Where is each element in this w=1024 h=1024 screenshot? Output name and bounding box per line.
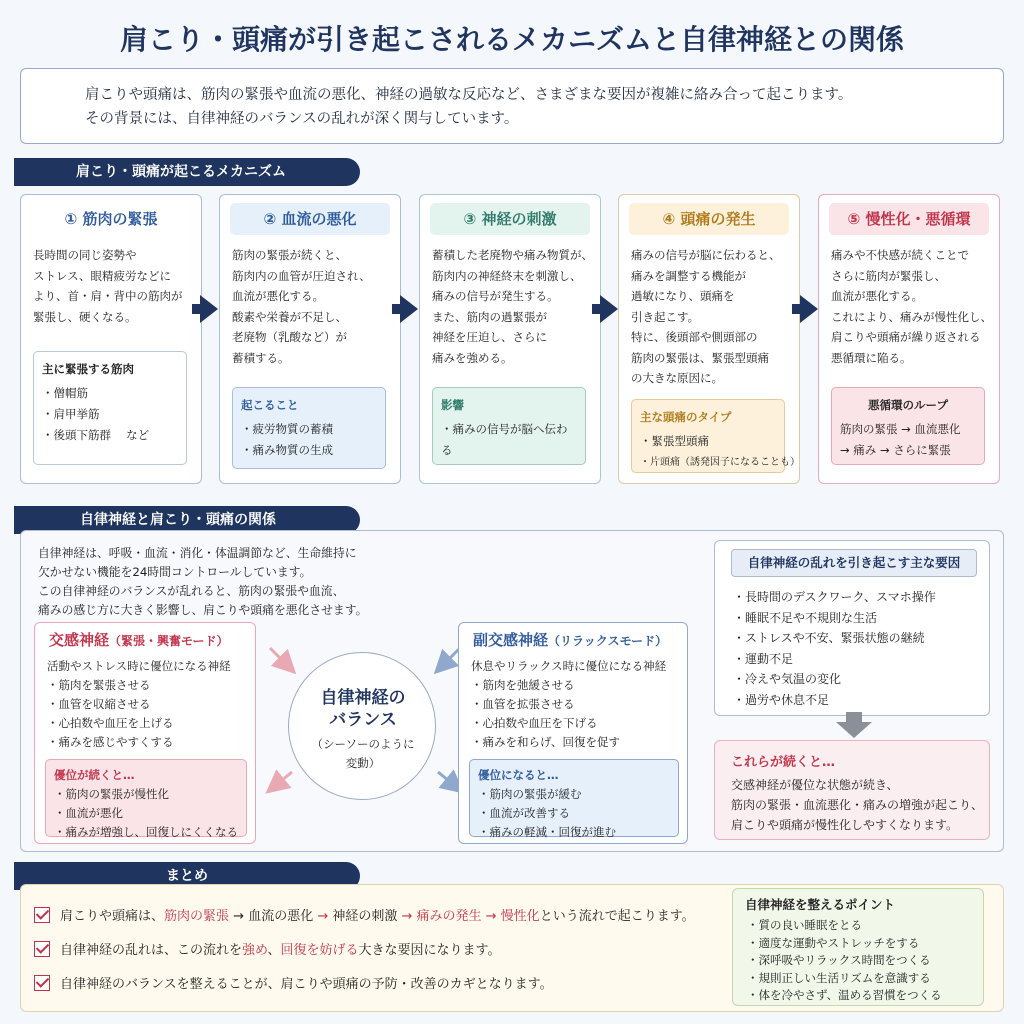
card-info-title: 悪循環のループ bbox=[868, 398, 948, 412]
arrow-right-icon bbox=[400, 295, 418, 323]
card-body-line: 血流が悪化する。 bbox=[232, 289, 324, 303]
card-info-item: ・痛みの信号が脳へ伝わる bbox=[441, 422, 568, 457]
tips-list bbox=[747, 917, 942, 1005]
parasympathetic-body: 休息やリラックス時に優位になる神経 ・筋肉を弛緩させる ・血管を拡張させる ・心拍数や血圧を下げる ・痛みを和らげ、回復を促す bbox=[471, 659, 667, 749]
intro-line: 肩こりや頭痛は、筋肉の緊張や血流の悪化、神経の過敏な反応など、さまざまな要因が複雑に絡み合って起こります。 bbox=[85, 87, 853, 103]
card-info-box bbox=[33, 351, 187, 465]
card-title: ② 血流の悪化 bbox=[230, 203, 390, 235]
card-body-line: 神経を圧迫し、さらに bbox=[432, 330, 547, 344]
causes-title: 自律神経の乱れを引き起こす主な要因 bbox=[731, 549, 977, 577]
card-body-line: 蓄積した老廃物や痛み物質が、 bbox=[432, 248, 593, 262]
down-arrow-icon bbox=[836, 712, 872, 738]
section-header-relation: 自律神経と肩こり・頭痛の関係 bbox=[14, 506, 360, 534]
relation-line: 自律神経は、呼吸・血流・消化・体温調節など、生命維持に bbox=[38, 546, 357, 560]
card-info-item: → 痛み → さらに緊張 bbox=[840, 443, 951, 457]
result-body: 交感神経が優位な状態が続き、 筋肉の緊張・血流悪化・痛みの増強が起こり、 肩こりや頭痛が慢性化しやすくなります。 bbox=[731, 778, 984, 832]
intro-line: その背景には、自律神経のバランスの乱れが深く関与しています。 bbox=[85, 111, 519, 127]
sympathetic-body: 活動やストレス時に優位になる神経 ・筋肉を緊張させる ・血管を収縮させる ・心拍数や血圧を上げる ・痛みを感じやすくする bbox=[47, 659, 231, 749]
result-box bbox=[714, 740, 990, 840]
card-body bbox=[232, 245, 394, 368]
section-header-summary: まとめ bbox=[14, 862, 360, 890]
card-title: ⑤ 慢性化・悪循環 bbox=[829, 203, 989, 235]
relation-line: 痛みの感じ方に大きく影響し、肩こりや頭痛を悪化させます。 bbox=[38, 603, 368, 617]
card-body-line: さらに筋肉が緊張し、 bbox=[831, 268, 946, 283]
card-title: ① 筋肉の緊張 bbox=[31, 203, 191, 235]
mechanism-card bbox=[419, 194, 601, 484]
card-body-line: より、首・肩・背中の筋肉が bbox=[33, 289, 183, 303]
intro-box bbox=[20, 68, 1004, 144]
parasympathetic-card bbox=[458, 622, 688, 844]
card-info-box bbox=[631, 399, 800, 473]
card-body bbox=[33, 245, 195, 327]
summary-row: 自律神経の乱れは、この流れを強め、回復を妨げる大きな要因になります。 bbox=[34, 940, 501, 962]
list-item: ・体を冷やさず、温める習慣をつくる bbox=[747, 988, 942, 1002]
card-info-title: 影響 bbox=[441, 398, 464, 412]
sympathetic-title: 交感神経（緊張・興奮モード） bbox=[49, 631, 229, 649]
card-info-item: ・片頭痛（誘発因子になることも） bbox=[640, 457, 800, 468]
card-title: ③ 神経の刺激 bbox=[430, 203, 590, 235]
card-info-item: ・後頭下筋群 など bbox=[42, 428, 150, 442]
card-info-title: 主に緊張する筋肉 bbox=[42, 362, 134, 376]
card-title: ④ 頭痛の発生 bbox=[629, 203, 789, 235]
card-body-line: 筋肉の緊張が続くと、 bbox=[232, 248, 347, 262]
card-body-line: 老廃物（乳酸など）が bbox=[232, 330, 347, 344]
summary-row: 肩こりや頭痛は、筋肉の緊張 → 血流の悪化 → 神経の刺激 → 痛みの発生 → 慢性化という流れで起こります。 bbox=[34, 906, 695, 928]
card-info-box bbox=[232, 387, 386, 469]
mechanism-card bbox=[618, 194, 800, 484]
balance-sub: 変動） bbox=[345, 756, 381, 770]
card-info-title: 主な頭痛のタイプ bbox=[640, 410, 732, 424]
balance-title: 自律神経の bbox=[320, 688, 406, 708]
causes-list bbox=[733, 587, 936, 710]
list-item: ・深呼吸やリラックス時間をつくる bbox=[747, 953, 931, 967]
card-body-line: 蓄積する。 bbox=[232, 350, 290, 365]
card-body bbox=[831, 245, 993, 368]
arrow-icon bbox=[438, 772, 460, 790]
card-body-line: 痛みや不快感が続くことで bbox=[831, 248, 969, 262]
list-item: ・ストレスや不安、緊張状態の継続 bbox=[733, 631, 925, 645]
card-info-box bbox=[432, 387, 586, 465]
card-body-line: これにより、痛みが慢性化し、 bbox=[831, 309, 992, 324]
card-info-item: ・痛み物質の生成 bbox=[241, 443, 333, 457]
list-item: ・規則正しい生活リズムを意識する bbox=[747, 970, 931, 985]
card-body-line: の大きな原因に。 bbox=[631, 371, 723, 385]
card-body-line: 長時間の同じ姿勢や bbox=[33, 248, 137, 262]
card-body bbox=[631, 245, 793, 389]
relation-text bbox=[38, 544, 398, 620]
card-body-line: 痛みの信号が発生する。 bbox=[432, 289, 559, 303]
card-body-line: 筋肉の緊張は、緊張型頭痛 bbox=[631, 350, 769, 365]
arrow-right-icon bbox=[800, 295, 818, 323]
arrow-icon bbox=[270, 648, 292, 670]
card-body-line: 痛みを強める。 bbox=[432, 350, 513, 365]
card-body-line: 痛みの信号が脳に伝わると、 bbox=[631, 248, 781, 262]
checkbox-icon bbox=[34, 941, 50, 957]
summary-row: 自律神経のバランスを整えることが、肩こりや頭痛の予防・改善のカギとなります。 bbox=[34, 974, 553, 996]
list-item: ・冷えや気温の変化 bbox=[733, 672, 842, 686]
balance-sub: （シーソーのように bbox=[311, 737, 415, 751]
list-item: ・過労や休息不足 bbox=[733, 692, 830, 707]
card-info-item: ・疲労物質の蓄積 bbox=[241, 422, 333, 436]
card-body-line: 筋肉内の神経終末を刺激し、 bbox=[432, 268, 582, 283]
result-title: これらが続くと… bbox=[731, 755, 836, 770]
list-item: ・質の良い睡眠をとる bbox=[747, 918, 862, 932]
sympathetic-card bbox=[34, 622, 256, 844]
checkbox-icon bbox=[34, 975, 50, 991]
relation-line: この自律神経のバランスが乱れると、筋肉の緊張や血流、 bbox=[38, 584, 345, 598]
card-body-line: 過敏になり、頭痛を bbox=[631, 289, 735, 303]
card-body-line: また、筋肉の過緊張が bbox=[432, 309, 547, 324]
list-item: ・運動不足 bbox=[733, 651, 794, 666]
balance-title: バランス bbox=[329, 710, 397, 730]
arrow-right-icon bbox=[200, 295, 218, 323]
mechanism-card bbox=[219, 194, 401, 484]
tips-box bbox=[732, 888, 984, 1006]
card-body bbox=[432, 245, 594, 368]
card-info-item: ・肩甲挙筋 bbox=[42, 407, 100, 421]
arrow-icon bbox=[270, 772, 292, 790]
arrow-right-icon bbox=[600, 295, 618, 323]
card-body-line: 痛みを調整する機能が bbox=[631, 268, 746, 283]
card-info-item: ・僧帽筋 bbox=[42, 386, 88, 400]
relation-line: 欠かせない機能を24時間コントロールしています。 bbox=[38, 565, 312, 579]
card-body-line: 血流が悪化する。 bbox=[831, 289, 923, 303]
mechanism-card bbox=[20, 194, 202, 484]
card-body-line: 特に、後頭部や側頭部の bbox=[631, 330, 758, 344]
card-body-line: 緊張し、硬くなる。 bbox=[33, 309, 137, 324]
list-item: ・睡眠不足や不規則な生活 bbox=[733, 610, 878, 625]
list-item: ・長時間のデスクワーク、スマホ操作 bbox=[733, 590, 936, 604]
section-header-mechanism: 肩こり・頭痛が起こるメカニズム bbox=[14, 158, 360, 186]
causes-box bbox=[714, 540, 990, 716]
card-body-line: 肩こりや頭痛が繰り返される bbox=[831, 330, 981, 344]
card-body-line: 引き起こす。 bbox=[631, 309, 700, 324]
mechanism-card bbox=[818, 194, 1000, 484]
card-info-title: 起こること bbox=[241, 398, 299, 412]
parasympathetic-title: 副交感神経（リラックスモード） bbox=[473, 631, 668, 649]
list-item: ・適度な運動やストレッチをする bbox=[747, 935, 920, 950]
card-info-item: ・緊張型頭痛 bbox=[640, 434, 709, 448]
card-body-line: 悪循環に陥る。 bbox=[831, 350, 912, 365]
checkbox-icon bbox=[34, 907, 50, 923]
parasympathetic-effect-box: 優位になると… ・筋肉の緊張が緩む ・血流が改善する ・痛みの軽減・回復が進む bbox=[469, 759, 679, 837]
tips-title: 自律神経を整えるポイント bbox=[745, 897, 896, 912]
page-title: 肩こり・頭痛が引き起こされるメカニズムと自律神経との関係 bbox=[119, 23, 904, 56]
card-body-line: 筋肉内の血管が圧迫され、 bbox=[232, 268, 371, 283]
card-info-box bbox=[831, 387, 985, 465]
card-body-line: ストレス、眼精疲労などに bbox=[33, 268, 171, 283]
arrow-icon bbox=[438, 648, 460, 670]
card-body-line: 酸素や栄養が不足し、 bbox=[232, 309, 347, 324]
card-info-item: 筋肉の緊張 → 血流悪化 bbox=[840, 422, 961, 436]
balance-arrows bbox=[250, 640, 480, 800]
sympathetic-effect-box: 優位が続くと… ・筋肉の緊張が慢性化 ・血流が悪化 ・痛みが増強し、回復しにくくなる bbox=[45, 759, 247, 837]
